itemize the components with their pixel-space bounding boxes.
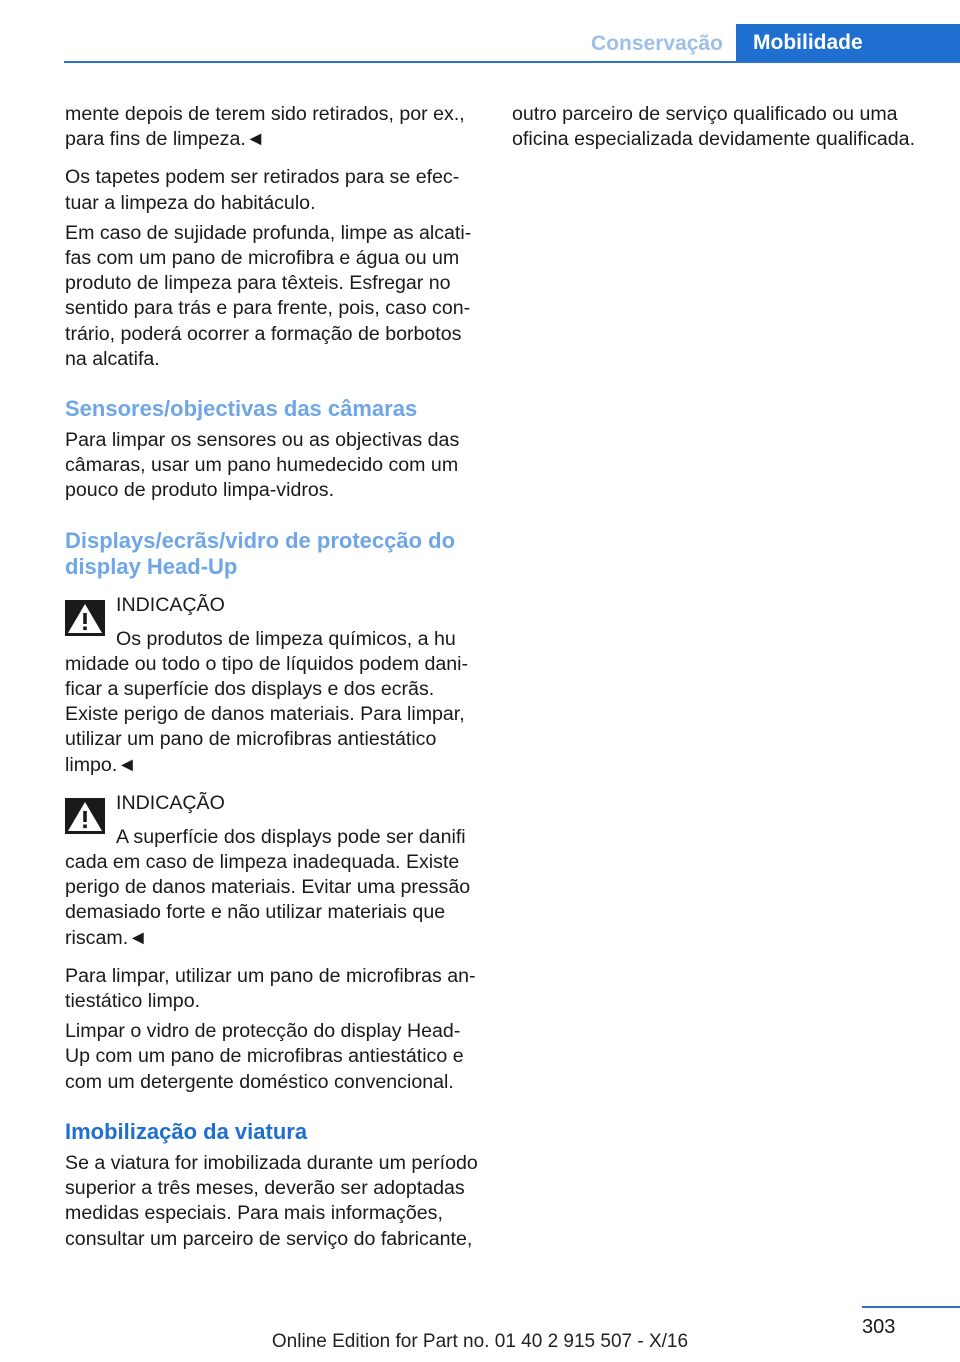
notice-text: Os produtos de limpeza químicos, a hu <box>116 627 456 650</box>
notice-title: INDICAÇÃO <box>116 791 225 814</box>
page-number: 303 <box>862 1316 896 1338</box>
footer-rule <box>862 1306 960 1308</box>
left-column <box>65 102 480 1265</box>
paragraph: mente depois de terem sido retirados, por ex., para fins de limpeza.◄ <box>65 103 465 151</box>
warning-notice <box>65 791 480 951</box>
paragraph: Para limpar, utilizar um pano de microfibras antiestático limpo. <box>65 964 476 1013</box>
tab-conservacao[interactable]: Conservação <box>591 31 723 55</box>
section-heading: Displays/ecrãs/vidro de protecção do display Head-Up <box>65 527 456 579</box>
warning-notice <box>65 593 480 778</box>
warning-icon <box>65 600 105 636</box>
notice-title: INDICAÇÃO <box>116 593 225 616</box>
section-heading: Imobilização da viatura <box>65 1118 308 1144</box>
header-rule <box>64 61 960 63</box>
tab-mobilidade[interactable]: Mobilidade <box>736 24 960 61</box>
paragraph: Se a viatura for imobilizada durante um período superior a três meses, deverão ser adoptadas medidas especiais. Para mais informações, consultar um parceiro de serviço do fabricante, <box>65 1151 478 1250</box>
notice-header <box>65 791 480 825</box>
notice-header <box>65 593 480 627</box>
paragraph: Para limpar os sensores ou as objectivas das câmaras, usar um pano humedecido com um pouco de produto limpa-vidros. <box>65 429 460 502</box>
right-column <box>512 102 927 165</box>
section-heading: Sensores/objectivas das câmaras <box>65 396 418 422</box>
warning-icon <box>65 798 105 834</box>
notice-text: midade ou todo o tipo de líquidos podem danificar a superfície dos displays e dos ecrãs. Existe perigo de danos materiais. Para limpar, utilizar um pano de microfibras antiestático limpo.◄ <box>65 652 469 776</box>
paragraph: Em caso de sujidade profunda, limpe as alcatifas com um pano de microfibra e água ou um produto de limpeza para têxteis. Esfregar no sentido para trás e para frente, pois, caso contrário, poderá ocorrer a formação de borbotos na alcatifa. <box>65 221 472 370</box>
paragraph: outro parceiro de serviço qualificado ou uma oficina especializada devidamente qualificada. <box>512 103 916 151</box>
paragraph: Limpar o vidro de protecção do display Head-Up com um pano de microfibras antiestático e com um detergente doméstico convencional. <box>65 1020 464 1093</box>
notice-text: cada em caso de limpeza inadequada. Existe perigo de danos materiais. Evitar uma pressão demasiado forte e não utilizar materiais que riscam.◄ <box>65 851 471 949</box>
notice-text: A superfície dos displays pode ser danifi <box>116 825 466 848</box>
paragraph: Os tapetes podem ser retirados para se efectuar a limpeza do habitáculo. <box>65 166 460 214</box>
edition-note: Online Edition for Part no. 01 40 2 915 507 - X/16 <box>271 1331 689 1352</box>
